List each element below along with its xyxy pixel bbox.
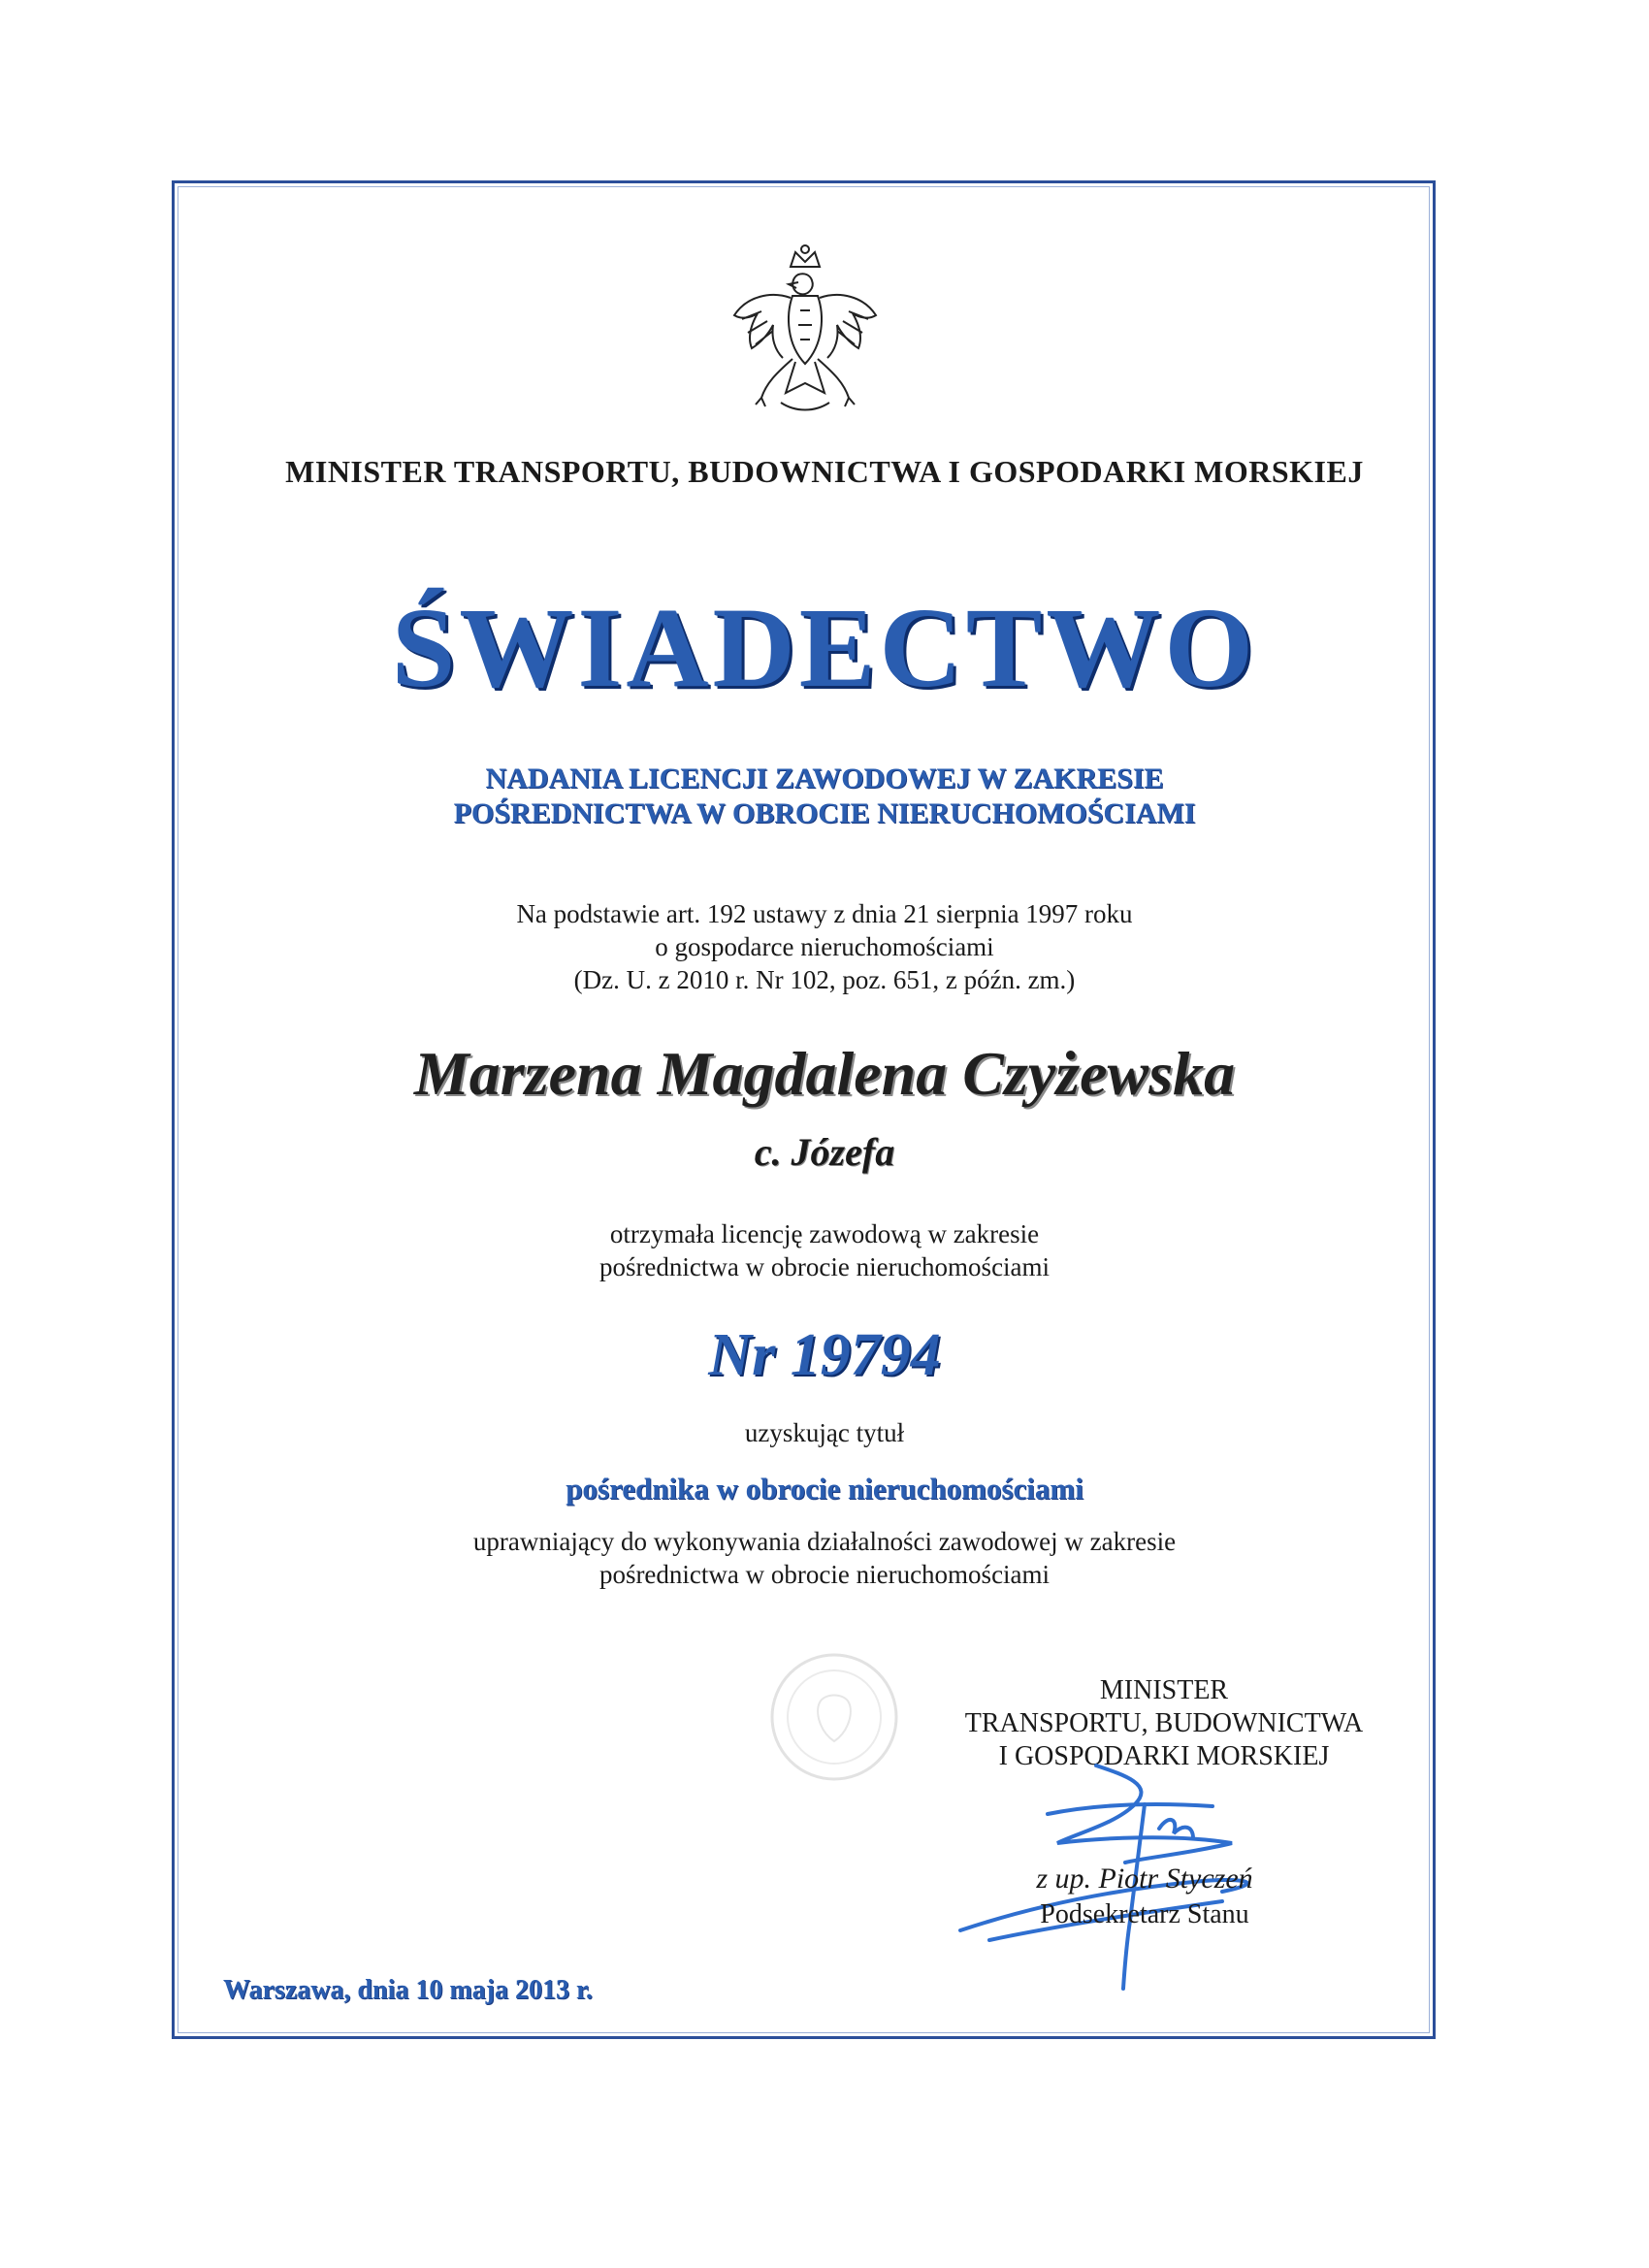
- signatory-line1: MINISTER: [1099, 1675, 1229, 1705]
- entitlement-line1: uprawniający do wykonywania działalności zawodowej w zakresie: [472, 1527, 1177, 1556]
- granted-line2: pośrednictwa w obrocie nieruchomościami: [598, 1252, 1051, 1281]
- holder-name: Marzena Magdalena Czyżewska: [413, 1039, 1236, 1108]
- certificate-subtitle-line1: NADANIA LICENCJI ZAWODOWEJ W ZAKRESIE: [485, 762, 1164, 794]
- legal-basis-line2: o gospodarce nieruchomościami: [655, 932, 994, 961]
- entitlement-line2: pośrednictwa w obrocie nieruchomościami: [598, 1560, 1051, 1589]
- signatory-line3: I GOSPODARKI MORSKIEJ: [998, 1741, 1330, 1771]
- license-number: Nr 19794: [708, 1322, 941, 1388]
- legal-basis-line1: Na podstawie art. 192 ustawy z dnia 21 sierpnia 1997 roku: [516, 899, 1133, 928]
- signer-role: Podsekretarz Stanu: [1040, 1899, 1249, 1929]
- signer-name: z up. Piotr Styczeń: [1036, 1863, 1253, 1895]
- signatory-line2: TRANSPORTU, BUDOWNICTWA: [964, 1708, 1364, 1738]
- place-and-date: Warszawa, dnia 10 maja 2013 r.: [223, 1975, 593, 2005]
- professional-title: pośrednika w obrocie nieruchomościami: [566, 1472, 1083, 1506]
- issuing-authority: MINISTER TRANSPORTU, BUDOWNICTWA I GOSPODARKI MORSKIEJ: [285, 454, 1364, 489]
- granted-line1: otrzymała licencję zawodową w zakresie: [609, 1219, 1040, 1248]
- certificate-title: ŚWIADECTWO: [391, 584, 1258, 711]
- certificate-subtitle-line2: POŚREDNICTWA W OBROCIE NIERUCHOMOŚCIAMI: [453, 797, 1196, 829]
- gaining-title-text: uzyskując tytuł: [744, 1418, 905, 1447]
- holder-father-name: c. Józefa: [754, 1130, 895, 1174]
- polish-eagle-emblem-icon: [723, 238, 888, 427]
- legal-basis-line3: (Dz. U. z 2010 r. Nr 102, poz. 651, z późn. zm.): [573, 965, 1076, 994]
